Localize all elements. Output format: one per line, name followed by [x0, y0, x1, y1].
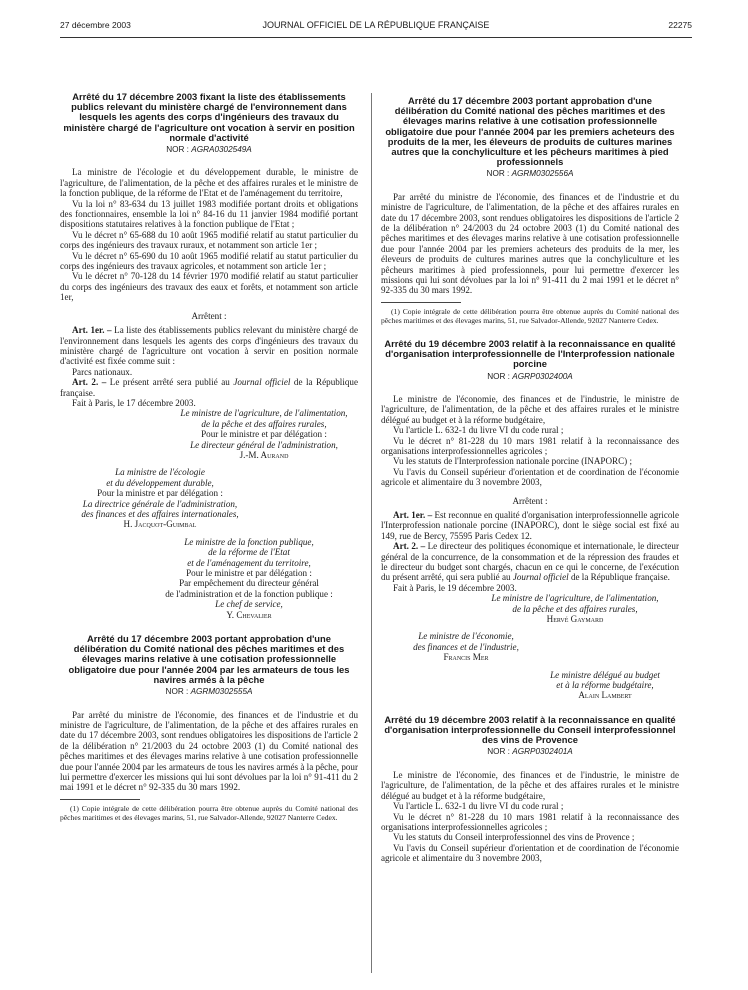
- decree-inaporc: [381, 339, 679, 701]
- decree-title: Arrêté du 17 décembre 2003 portant approbation d'une délibération du Comité national des pêches maritimes et des élevages marins relative à une cotisation professionnelle obligatoire due pour l'année 2004 par les armateurs de tous les navires armés à la pêche: [68, 633, 350, 685]
- decree-cotisation-acheteurs: [381, 96, 679, 325]
- article-text: de la République française.: [60, 377, 358, 398]
- signatory-title: de la pêche et des affaires rurales,: [512, 603, 638, 614]
- delegation-line: Par empêchement du directeur général: [179, 578, 319, 589]
- article-text: Le présent arrêté sera publié au: [109, 377, 230, 388]
- nor-code: AGRP0302401A: [512, 747, 573, 757]
- article-text: La liste des établissements publics relevant du ministère chargé de l'environnement dans lesquels les agents des corps d'ingénieurs des travaux du ministère chargé de l'agriculture ont vocation à servir en position normale d'activité est fixée comme suit :: [60, 325, 359, 367]
- visa-paragraph: Vu la loi n° 83-634 du 13 juillet 1983 modifiée portant droits et obligations des fonctionnaires, ensemble la loi n° 84-16 du 11 janvier 1984 modifié portant dispositions statutaires relatives à la fonction publique de l'Etat ;: [60, 198, 358, 230]
- article-text: de la République française.: [570, 572, 670, 583]
- signing-place-date: Fait à Paris, le 19 décembre 2003.: [393, 582, 517, 593]
- preamble: La ministre de l'écologie et du développement durable, le ministre de l'agriculture, de l'alimentation, de la pêche et des affaires rurales et le ministre de la fonction publique, de la réforme de l'Etat et de l'aménagement du territoire,: [60, 167, 358, 199]
- signing-place-date: Fait à Paris, le 17 décembre 2003.: [72, 397, 196, 408]
- delegation-line: Pour le ministre et par délégation :: [201, 429, 327, 440]
- visa-paragraph: Vu le décret n° 81-228 du 10 mars 1981 relatif à la reconnaissance des organisations interprofessionnelles agricoles ;: [381, 435, 679, 456]
- signature-block-economie: [381, 631, 551, 662]
- signatory-name: Francis Mer: [443, 652, 489, 663]
- signatory-title: Le directeur général de l'administration,: [190, 439, 338, 450]
- signatory-title: et à la réforme budgétaire,: [556, 680, 654, 691]
- decree-body: Par arrêté du ministre de l'économie, des finances et de l'industrie et du ministre de l'agriculture, de l'alimentation, de la pêche et des affaires rurales en date du 17 décembre 2003, sont rendues obligatoires les dispositions de l'article 2 de la délibération n° 21/2003 du 24 octobre 2003 (1) du Comité national des pêches maritimes et des élevages marins relative à une cotisation professionnelle due pour l'année 2004 par les armateurs de tous les navires armés à la pêche, pour lui permettre d'exercer les missions qui lui sont dévolues par la loi n° 91-411 du 2 mai 1991 et le décret n° 92-335 du 30 mars 1992.: [60, 709, 358, 793]
- nor-code: AGRA0302549A: [191, 145, 252, 155]
- visa-paragraph: Vu les statuts du Conseil interprofessionnel des vins de Provence ;: [393, 832, 635, 843]
- nor-reference: [381, 372, 679, 382]
- article-1: [381, 510, 679, 541]
- nor-code: AGRP0302400A: [512, 371, 573, 381]
- article-2: [381, 541, 679, 583]
- nor-reference: [381, 747, 679, 757]
- decree-title: Arrêté du 19 décembre 2003 relatif à la reconnaissance en qualité d'organisation interprofessionnelle de l'Interprofession nationale porcine: [384, 337, 676, 370]
- signatory-name: Alain Lambert: [578, 690, 632, 701]
- page-number: 22275: [668, 20, 692, 30]
- signatory-title: La ministre de l'écologie: [115, 467, 205, 478]
- article-text: Est reconnue en qualité d'organisation interprofessionnelle agricole l'Interprofession nationale porcine (INAPORC), dont le siège social est fixé au 149, rue de Bercy, 75595 Paris Cedex 12.: [381, 509, 679, 541]
- signatory-title: et de l'aménagement du territoire,: [187, 557, 311, 568]
- visa-paragraph: Vu les statuts de l'Interprofession nationale porcine (INAPORC) ;: [393, 456, 632, 467]
- signatory-title: de la réforme de l'Etat: [208, 547, 290, 558]
- signature-block-agriculture: [170, 408, 358, 460]
- signatory-title: et du développement durable,: [106, 477, 214, 488]
- delegation-line: Pour le ministre et par délégation :: [186, 568, 312, 579]
- article-label: Art. 2. –: [393, 541, 426, 552]
- right-column: [381, 96, 679, 864]
- signatory-title: Le ministre de l'économie,: [418, 631, 514, 642]
- footnote-rule: [60, 799, 140, 800]
- arretent-heading: Arrêtent :: [512, 495, 548, 506]
- nor-reference: [381, 169, 679, 179]
- arretent-heading: Arrêtent :: [191, 310, 227, 321]
- nor-label: NOR :: [487, 747, 510, 757]
- article-label: Art. 2. –: [72, 377, 107, 388]
- decree-title: Arrêté du 19 décembre 2003 relatif à la reconnaissance en qualité d'organisation interprofessionnelle du Conseil interprofessionnel des vins de Provence: [384, 713, 676, 746]
- preamble: Le ministre de l'économie, des finances et de l'industrie, le ministre de l'agriculture, de l'alimentation, de la pêche et des affaires rurales et le ministre délégué au budget et à la réforme budgétaire,: [381, 393, 679, 425]
- journal-officiel-ref: Journal officiel: [512, 572, 569, 583]
- decree-title: Arrêté du 17 décembre 2003 portant approbation d'une délibération du Comité national des pêches maritimes et des élevages marins relative à une cotisation professionnelle obligatoire due pour l'année 2004 par les premiers acheteurs des produits de la mer, les éleveurs de produits de cultures marines autres que la conchyliculture et les pêcheurs maritimes à pied professionnels: [385, 95, 675, 168]
- decree-body: Par arrêté du ministre de l'économie, des finances et de l'industrie et du ministre de l'agriculture, de l'alimentation, de la pêche et des affaires rurales en date du 17 décembre 2003, sont rendues obligatoires les dispositions de l'article 2 de la délibération n° 24/2003 du 24 octobre 2003 (1) du Comité national des pêches maritimes et des élevages marins relative à une cotisation professionnelle due pour l'année 2004 par les premiers acheteurs des produits de la mer, les éleveurs de produits de cultures marines autres que la conchyliculture et les pêcheurs maritimes à pied professionnels, pour lui permettre d'exercer les missions qui lui sont dévolues par la loi n° 91-411 du 2 mai 1991 et le décret n° 92-335 du 30 mars 1992.: [381, 191, 679, 296]
- journal-title: JOURNAL OFFICIEL DE LA RÉPUBLIQUE FRANÇAISE: [262, 20, 490, 30]
- signature-block-budget: [531, 670, 679, 701]
- column-divider: [371, 93, 372, 973]
- nor-label: NOR :: [487, 371, 510, 381]
- decree-etablissements-publics: [60, 92, 358, 620]
- signatory-name: J.-M. Aurand: [239, 449, 289, 460]
- delegation-line: de l'administration et de la fonction publique :: [165, 588, 333, 599]
- signatory-title: de la pêche et des affaires rurales,: [201, 418, 327, 429]
- article-list-item: Parcs nationaux.: [72, 366, 133, 377]
- nor-code: AGRM0302555A: [190, 687, 253, 697]
- decree-vins-de-provence: [381, 715, 679, 864]
- visa-paragraph: Vu l'article L. 632-1 du livre VI du code rural ;: [393, 801, 564, 812]
- signatory-title: Le ministre délégué au budget: [550, 669, 660, 680]
- visa-paragraph: Vu l'article L. 632-1 du livre VI du code rural ;: [393, 425, 564, 436]
- signatory-title: Le ministre de la fonction publique,: [184, 536, 314, 547]
- nor-label: NOR :: [166, 145, 189, 155]
- nor-reference: [60, 687, 358, 697]
- nor-reference: [60, 145, 358, 155]
- visa-paragraph: Vu le décret n° 70-128 du 14 février 1970 modifié relatif au statut particulier du corps des ingénieurs des travaux des eaux et forêts, et notamment son article 1er,: [60, 271, 358, 303]
- nor-code: AGRM0302556A: [511, 169, 574, 179]
- signatory-title: des finances et des affaires internationales,: [81, 509, 239, 520]
- signatory-title: La directrice générale de l'administration,: [82, 498, 238, 509]
- signatory-name: H. Jacquot-Guimbal: [123, 519, 197, 530]
- page-header: [60, 20, 692, 34]
- journal-officiel-ref: Journal officiel: [233, 377, 291, 388]
- visa-paragraph: Vu l'avis du Conseil supérieur d'orientation et de coordination de l'économie agricole et alimentaire du 3 novembre 2003,: [381, 466, 679, 488]
- signatory-title: Le ministre de l'agriculture, de l'alimentation,: [491, 593, 659, 604]
- article-1: [60, 325, 358, 367]
- signatory-name: Y. Chevalier: [226, 609, 272, 620]
- footnote: (1) Copie intégrale de cette délibération pourra être obtenue auprès du Comité national des pêches maritimes et des élevages marins, 51, rue Salvador-Allende, 92027 Nanterre Cedex.: [381, 306, 679, 325]
- signatory-name: Hervé Gaymard: [546, 614, 604, 625]
- issue-date: 27 décembre 2003: [60, 20, 131, 30]
- delegation-line: Pour la ministre et par délégation :: [97, 488, 223, 499]
- signatory-title: Le ministre de l'agriculture, de l'alimentation,: [180, 408, 348, 419]
- signatory-title: des finances et de l'industrie,: [413, 641, 519, 652]
- signatory-title: Le chef de service,: [215, 599, 283, 610]
- decree-title: Arrêté du 17 décembre 2003 fixant la liste des établissements publics relevant du ministère chargé de l'environnement dans lesquels les agents des corps d'ingénieurs des travaux du ministère chargé de l'agriculture ont vocation à servir en position normale d'activité: [63, 91, 355, 143]
- footnote: (1) Copie intégrale de cette délibération pourra être obtenue auprès du Comité national des pêches maritimes et des élevages marins, 51, rue Salvador-Allende, 92027 Nanterre Cedex.: [60, 803, 358, 822]
- header-rule: [60, 37, 692, 38]
- nor-label: NOR :: [165, 687, 189, 697]
- preamble: Le ministre de l'économie, des finances et de l'industrie, le ministre de l'agriculture, de l'alimentation, de la pêche et des affaires rurales et le ministre délégué au budget et à la réforme budgétaire,: [381, 769, 679, 801]
- visa-paragraph: Vu le décret n° 65-690 du 10 août 1965 modifié relatif au statut particulier du corps des ingénieurs des travaux agricoles, et notamment son article 1er ;: [60, 250, 358, 272]
- visa-paragraph: Vu l'avis du Conseil supérieur d'orientation et de coordination de l'économie agricole et alimentaire du 3 novembre 2003,: [381, 842, 679, 864]
- footnote-rule: [381, 302, 461, 303]
- article-2: [60, 377, 358, 398]
- signature-block-agriculture: [471, 593, 679, 624]
- left-column: [60, 92, 358, 822]
- article-label: Art. 1er. –: [72, 325, 112, 336]
- signature-block-fonction-publique: [140, 537, 358, 620]
- decree-cotisation-armateurs: [60, 634, 358, 822]
- visa-paragraph: Vu le décret n° 65-688 du 10 août 1965 modifié relatif au statut particulier du corps des ingénieurs des travaux ruraux, et notamment son article 1er ;: [60, 229, 358, 251]
- article-label: Art. 1er. –: [393, 509, 433, 520]
- nor-label: NOR :: [486, 169, 510, 179]
- visa-paragraph: Vu le décret n° 81-228 du 10 mars 1981 relatif à la reconnaissance des organisations interprofessionnelles agricoles ;: [381, 811, 679, 832]
- article-text: Le directeur des politiques économique et internationale, le directeur général de la concurrence, de la consommation et de la répression des fraudes et le directeur du budget sont chargés, chacun en ce qui le concerne, de l'exécution du présent arrêté, qui sera publié au: [381, 541, 679, 583]
- signature-block-ecologie: [60, 467, 260, 529]
